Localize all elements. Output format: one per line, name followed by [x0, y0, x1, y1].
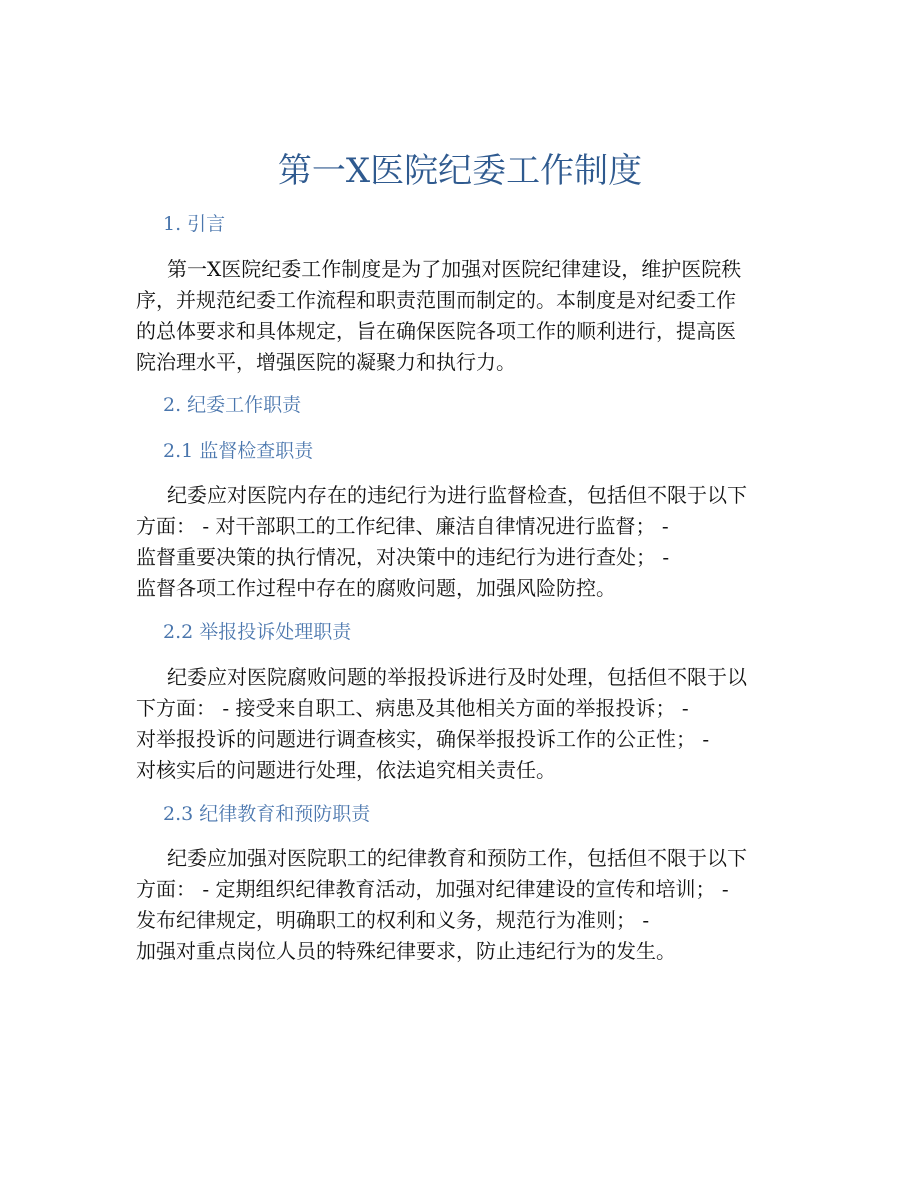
section-paragraph-complaints: [136, 662, 786, 786]
section-heading-intro: 1. 引言: [163, 213, 226, 235]
paragraph-line: 发布纪律规定，明确职工的权利和义务，规范行为准则； -: [136, 908, 650, 932]
paragraph-line: 方面： - 对干部职工的工作纪律、廉洁自律情况进行监督； -: [136, 514, 669, 538]
paragraph-line: 第一X医院纪委工作制度是为了加强对医院纪律建设，维护医院秩: [167, 257, 742, 281]
paragraph-line: 监督各项工作过程中存在的腐败问题，加强风险防控。: [136, 576, 616, 600]
paragraph-line: 方面： - 定期组织纪律教育活动，加强对纪律建设的宣传和培训； -: [136, 877, 729, 901]
paragraph-line: 纪委应加强对医院职工的纪律教育和预防工作，包括但不限于以下: [167, 846, 747, 870]
paragraph-line: 加强对重点岗位人员的特殊纪律要求，防止违纪行为的发生。: [136, 939, 676, 963]
section-heading-duties: 2. 纪委工作职责: [163, 394, 302, 416]
section-heading-education: 2.3 纪律教育和预防职责: [163, 803, 371, 825]
paragraph-line: 对举报投诉的问题进行调查核实，确保举报投诉工作的公正性； -: [136, 727, 710, 751]
section-heading-supervision: 2.1 监督检查职责: [163, 440, 314, 462]
paragraph-line: 的总体要求和具体规定，旨在确保医院各项工作的顺利进行，提高医: [136, 319, 736, 343]
paragraph-line: 对核实后的问题进行处理，依法追究相关责任。: [136, 758, 556, 782]
paragraph-line: 下方面： - 接受来自职工、病患及其他相关方面的举报投诉； -: [136, 696, 689, 720]
paragraph-line: 纪委应对医院腐败问题的举报投诉进行及时处理，包括但不限于以: [167, 665, 747, 689]
section-paragraph-supervision: [136, 480, 786, 604]
paragraph-line: 院治理水平，增强医院的凝聚力和执行力。: [136, 350, 516, 374]
paragraph-line: 监督重要决策的执行情况，对决策中的违纪行为进行查处； -: [136, 545, 670, 569]
paragraph-line: 纪委应对医院内存在的违纪行为进行监督检查，包括但不限于以下: [167, 483, 747, 507]
section-heading-complaints: 2.2 举报投诉处理职责: [163, 621, 352, 643]
section-paragraph-education: [136, 843, 786, 967]
document-title: 第一X医院纪委工作制度: [277, 151, 643, 191]
paragraph-line: 序，并规范纪委工作流程和职责范围而制定的。本制度是对纪委工作: [136, 288, 736, 312]
section-paragraph-intro: [136, 254, 786, 378]
